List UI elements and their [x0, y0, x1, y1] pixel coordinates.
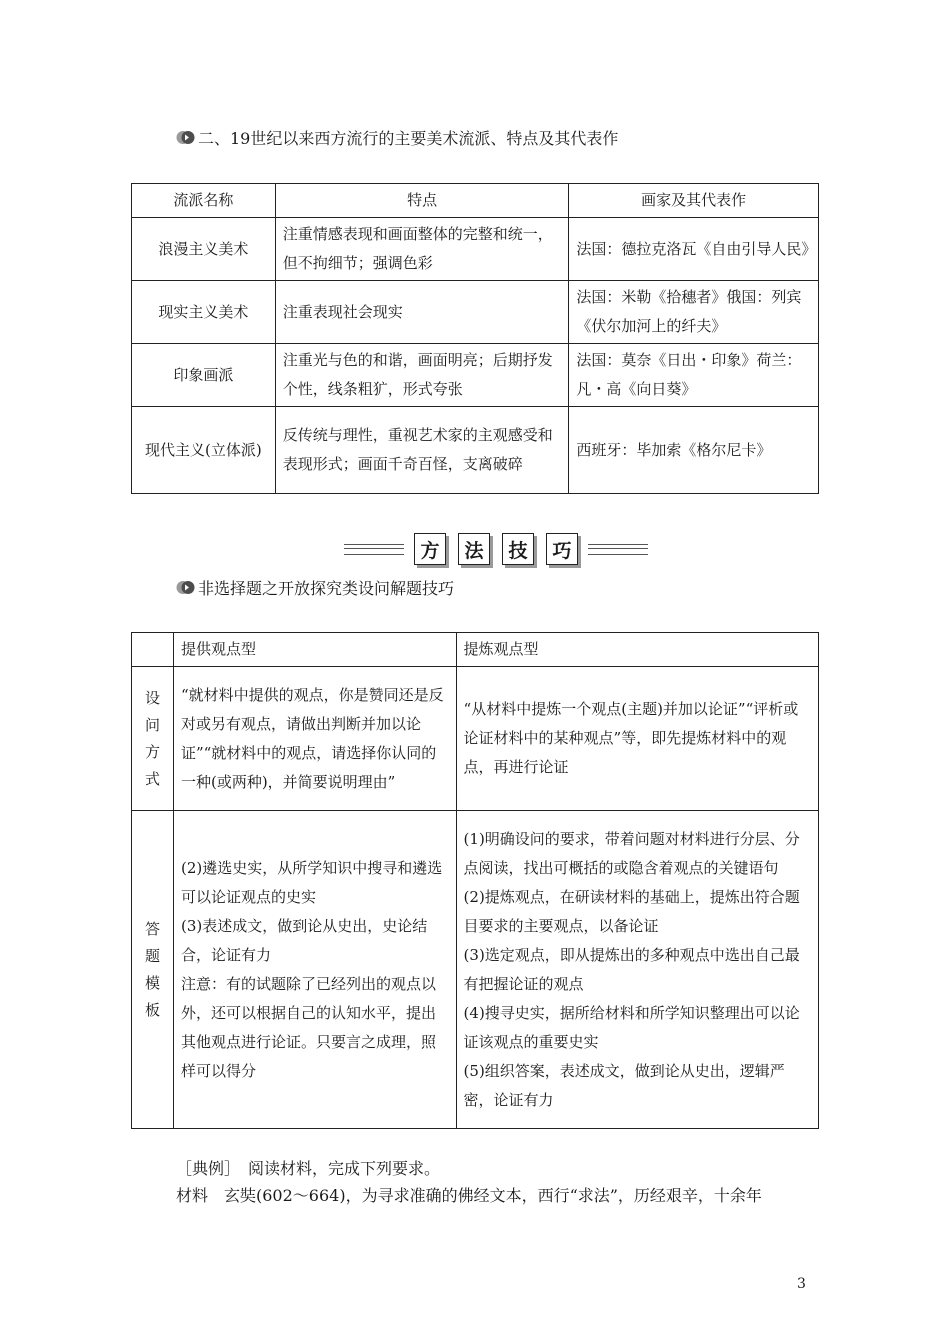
header-cell: 提供观点型 [173, 633, 456, 667]
school-feature: 注重表现社会现实 [275, 281, 569, 344]
table-row [132, 407, 819, 494]
table-header-row [132, 633, 819, 667]
arrow-circle-icon [176, 579, 196, 596]
school-feature: 注重光与色的和谐，画面明亮；后期抒发个性，线条粗犷，形式夸张 [275, 344, 569, 407]
school-feature: 反传统与理性，重视艺术家的主观感受和表现形式；画面千奇百怪，支离破碎 [275, 407, 569, 494]
school-name: 现实主义美术 [132, 281, 276, 344]
badge-char: 方 [414, 533, 446, 565]
school-works: 法国：德拉克洛瓦《自由引导人民》 [569, 218, 819, 281]
school-name: 现代主义(立体派) [132, 407, 276, 494]
header-cell: 提炼观点型 [456, 633, 818, 667]
header-cell [132, 633, 174, 667]
school-works: 法国：米勒《拾穗者》俄国：列宾《伏尔加河上的纤夫》 [569, 281, 819, 344]
school-works: 法国：莫奈《日出・印象》荷兰：凡・高《向日葵》 [569, 344, 819, 407]
row-label-text: 答题模板 [144, 919, 160, 1019]
method-heading [176, 576, 454, 599]
row-label [132, 667, 174, 811]
banner-rule-left [344, 544, 404, 555]
extract-cell: (1)明确设问的要求，带着问题对材料进行分层、分点阅读，找出可概括的或隐含着观点的关键语句 (2)提炼观点，在研读材料的基础上，提炼出符合题目要求的主要观点，以备论证 (3)选定观点，即从提炼出的多种观点中选出自己最有把握论证的观点 (4)搜寻史实，据所给材料和所学知识整理出可以论证该观点的重要史实 (5)组织答案，表述成文，做到论从史出，逻辑严密，论证有力 [456, 811, 818, 1129]
badge-char: 巧 [546, 533, 578, 565]
table-row [132, 344, 819, 407]
arrow-circle-icon [176, 129, 196, 146]
section-heading-text: 二、19世纪以来西方流行的主要美术流派、特点及其代表作 [198, 129, 619, 148]
header-cell: 流派名称 [132, 184, 276, 218]
table-row [132, 667, 819, 811]
example-prompt: ［典例］ 阅读材料，完成下列要求。 [176, 1159, 441, 1178]
method-heading-text: 非选择题之开放探究类设问解题技巧 [198, 579, 455, 598]
table-row [132, 218, 819, 281]
art-schools-table [131, 183, 819, 494]
page-number: 3 [797, 1276, 806, 1292]
table-row [132, 281, 819, 344]
header-cell: 画家及其代表作 [569, 184, 819, 218]
extract-cell: “从材料中提炼一个观点(主题)并加以论证”“评析或论证材料中的某种观点”等，即先提炼材料中的观点，再进行论证 [456, 667, 818, 811]
row-label [132, 811, 174, 1129]
table-row [132, 811, 819, 1129]
badge-char: 法 [458, 533, 490, 565]
method-banner [344, 533, 648, 565]
school-works: 西班牙：毕加索《格尔尼卡》 [569, 407, 819, 494]
provide-cell: “就材料中提供的观点，你是赞同还是反对或另有观点，请做出判断并加以论证”“就材料中的观点，请选择你认同的一种(或两种)，并简要说明理由” [173, 667, 456, 811]
banner-rule-right [588, 544, 648, 555]
provide-cell: (2)遴选史实，从所学知识中搜寻和遴选可以论证观点的史实 (3)表述成文，做到论从史出，史论结合，论证有力 注意：有的试题除了已经列出的观点以外，还可以根据自己的认知水平，提出其他观点进行论证。只要言之成理，照样可以得分 [173, 811, 456, 1129]
school-name: 浪漫主义美术 [132, 218, 276, 281]
badge-char: 技 [502, 533, 534, 565]
header-cell: 特点 [275, 184, 569, 218]
table-header-row [132, 184, 819, 218]
example-material: 材料 玄奘(602～664)，为寻求准确的佛经文本，西行“求法”，历经艰辛，十余年 [176, 1186, 762, 1205]
section-heading [176, 126, 618, 149]
method-table [131, 632, 819, 1129]
row-label-text: 设问方式 [144, 688, 160, 788]
school-name: 印象画派 [132, 344, 276, 407]
school-feature: 注重情感表现和画面整体的完整和统一，但不拘细节；强调色彩 [275, 218, 569, 281]
